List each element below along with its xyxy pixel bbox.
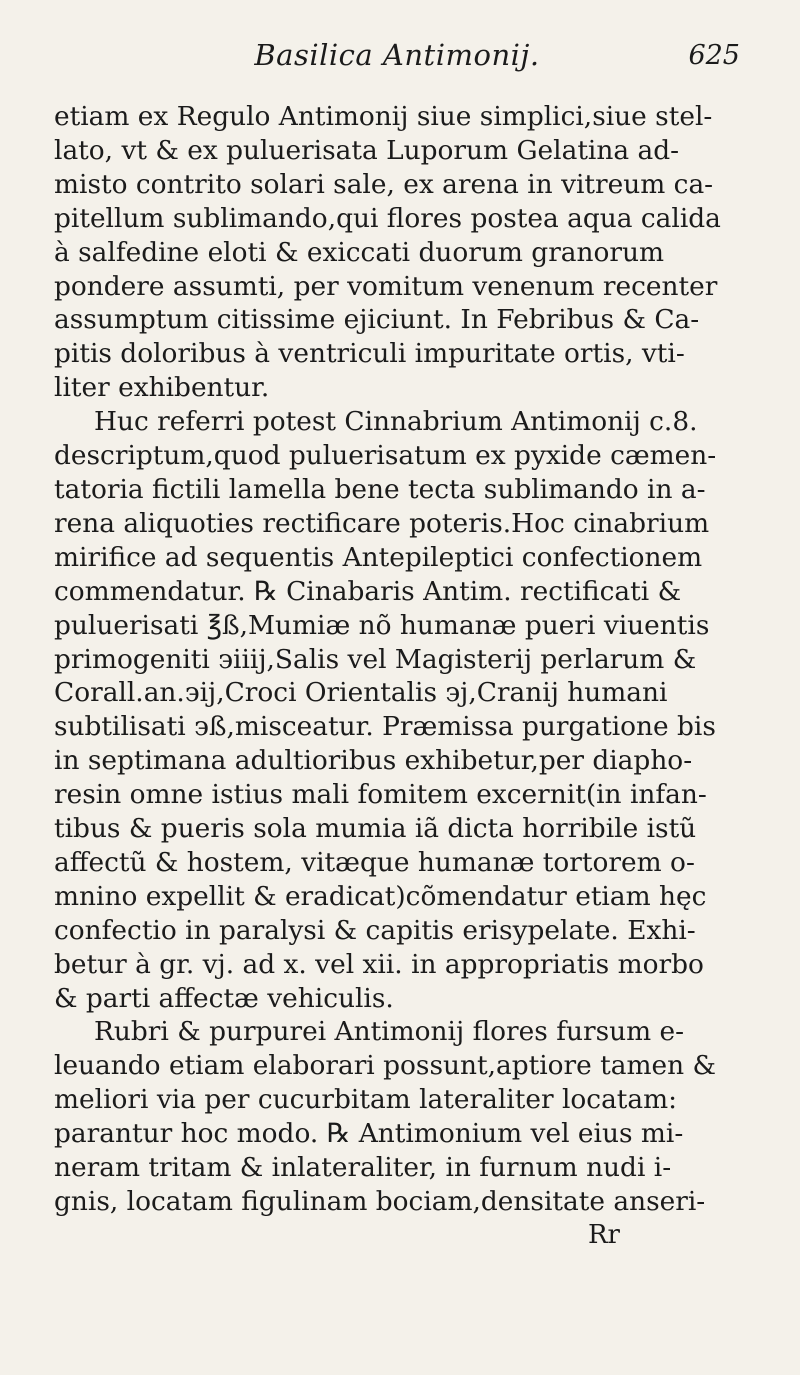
catchword: Rr bbox=[587, 1219, 620, 1250]
text-line: pondere assumti, per vomitum venenum recenter bbox=[54, 270, 718, 302]
paragraph-start-line: Huc referri potest Cinnabrium Antimonij c.8. bbox=[94, 406, 698, 438]
text-line: primogeniti ϶iiij,Salis vel Magisterij perlarum & bbox=[54, 643, 697, 675]
text-line: tibus & pueris sola mumia iã dicta horribile istũ bbox=[54, 813, 697, 845]
text-line: meliori via per cucurbitam lateraliter locatam: bbox=[54, 1084, 678, 1116]
text-line: affectũ & hostem, vitæque humanæ tortorem o- bbox=[54, 846, 695, 878]
text-line: pitis doloribus à ventriculi impuritate ortis, vti- bbox=[54, 338, 685, 370]
running-title: Basilica Antimonij. bbox=[254, 38, 540, 72]
text-line: descriptum,quod puluerisatum ex pyxide cæmen- bbox=[54, 440, 717, 472]
body-text bbox=[54, 100, 740, 1253]
text-line: etiam ex Regulo Antimonij siue simplici,siue stel- bbox=[54, 101, 713, 132]
page-header bbox=[54, 38, 740, 100]
text-line: mirifice ad sequentis Antepileptici confectionem bbox=[54, 541, 703, 573]
text-line: confectio in paralysi & capitis erisypelate. Exhi- bbox=[54, 914, 696, 946]
text-line: betur à gr. vj. ad x. vel xii. in appropriatis morbo bbox=[54, 948, 704, 980]
text-line: à salfedine eloti & exiccati duorum granorum bbox=[54, 236, 665, 268]
text-line: pitellum sublimando,qui flores postea aqua calida bbox=[54, 202, 721, 234]
text-line: tatoria fictili lamella bene tecta sublimando in a- bbox=[54, 473, 706, 505]
text-line: assumptum citissime ejiciunt. In Febribus & Ca- bbox=[54, 304, 700, 336]
page-number: 625 bbox=[688, 40, 740, 71]
text-line: resin omne istius mali fomitem excernit(in infan- bbox=[54, 779, 707, 811]
text-line: Corall.an.϶ij,Croci Orientalis ϶j,Cranij humani bbox=[54, 677, 668, 709]
text-line: liter exhibentur. bbox=[54, 372, 270, 404]
paragraph-start-line: Rubri & purpurei Antimonij flores fursum e- bbox=[94, 1016, 685, 1048]
text-line: parantur hoc modo. ℞ Antimonium vel eius mi- bbox=[54, 1118, 684, 1150]
text-line: & parti affectæ vehiculis. bbox=[54, 982, 394, 1014]
text-line: mnino expellit & eradicat)cõmendatur etiam hęc bbox=[54, 880, 707, 912]
text-line: subtilisati ϶ß,misceatur. Præmissa purgatione bis bbox=[54, 711, 716, 743]
text-line: in septimana adultioribus exhibetur,per diapho- bbox=[54, 745, 693, 777]
text-line: commendatur. ℞ Cinabaris Antim. rectificati & bbox=[54, 575, 682, 607]
text-line: gnis, locatam figulinam bociam,densitate anseri- bbox=[54, 1186, 706, 1217]
text-line: rena aliquoties rectificare poteris.Hoc cinabrium bbox=[54, 507, 710, 539]
text-line: puluerisati ℥ß,Mumiæ nõ humanæ pueri viuentis bbox=[54, 609, 710, 641]
text-line: misto contrito solari sale, ex arena in vitreum ca- bbox=[54, 168, 714, 200]
text-line: leuando etiam elaborari possunt,aptiore tamen & bbox=[54, 1050, 717, 1082]
text-line: neram tritam & inlateraliter, in furnum nudi i- bbox=[54, 1152, 672, 1184]
text-line: lato, vt & ex puluerisata Luporum Gelatina ad- bbox=[54, 134, 680, 166]
